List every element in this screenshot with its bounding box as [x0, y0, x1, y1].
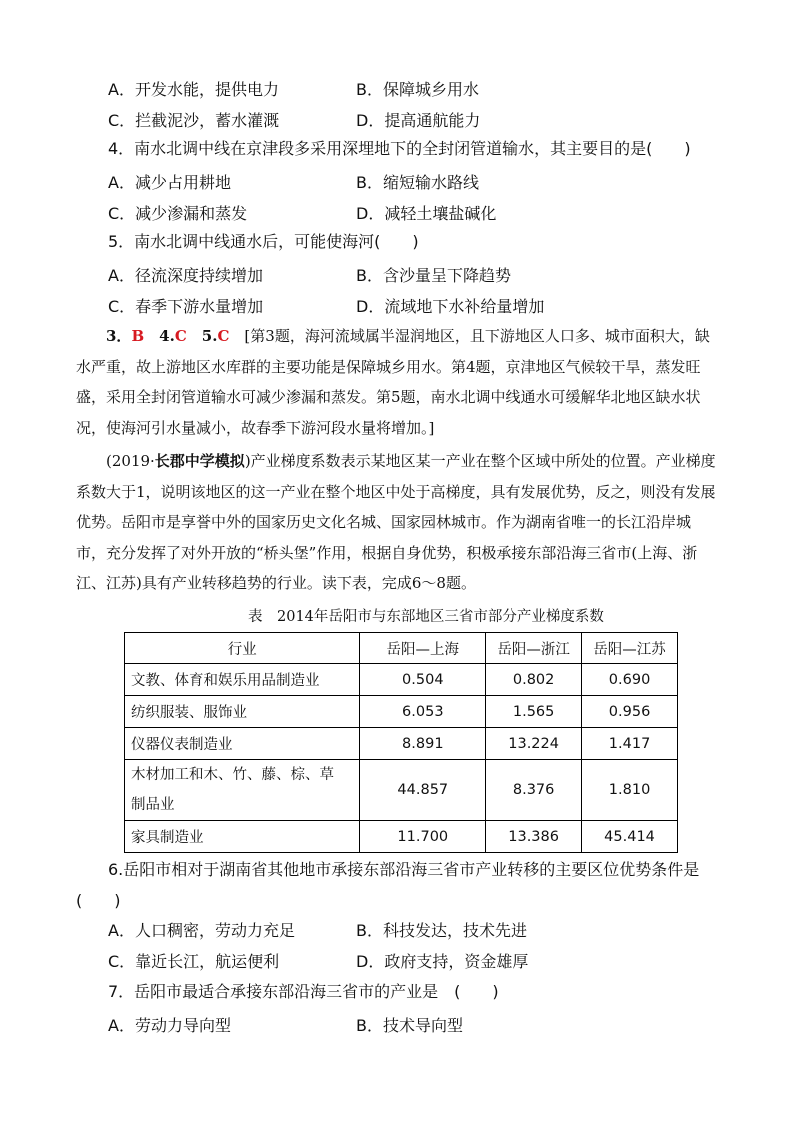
- q6-option-d: D．政府支持，资金雄厚: [356, 952, 529, 971]
- row-value-zhejiang: 1.565: [486, 696, 582, 728]
- row-value-jiangsu: 1.810: [582, 760, 678, 821]
- q5-option-row-1: [108, 263, 708, 285]
- row-value-shanghai: 6.053: [360, 696, 486, 728]
- row-value-jiangsu: 45.414: [582, 821, 678, 853]
- table-row: [125, 760, 678, 821]
- header-zhejiang: 岳阳—浙江: [486, 633, 582, 664]
- table-caption: 表 2014年岳阳市与东部地区三省市部分产业梯度系数: [248, 609, 604, 625]
- row-value-shanghai: 44.857: [360, 760, 486, 821]
- q3-answer-number: 3．: [106, 327, 132, 345]
- q3-answer: B: [131, 327, 145, 345]
- q3-option-d: D．提高通航能力: [356, 111, 481, 130]
- table-row: [125, 664, 678, 696]
- answer-explanation: [76, 321, 720, 443]
- q3-option-row-2: [108, 108, 708, 130]
- industry-gradient-table: [124, 632, 678, 853]
- row-industry-name: 家具制造业: [125, 821, 360, 853]
- q6-option-c: C．靠近长江，航运便利: [108, 952, 280, 971]
- q5-option-d: D．流域地下水补给量增加: [356, 297, 545, 316]
- q5-option-b: B．含沙量呈下降趋势: [356, 266, 511, 285]
- q4-option-row-1: [108, 170, 708, 192]
- q6-answer-paren: ( ): [76, 891, 121, 910]
- row-industry-name: 文教、体育和娱乐用品制造业: [125, 664, 360, 696]
- q5-answer: C: [217, 327, 230, 345]
- row-value-zhejiang: 8.376: [486, 760, 582, 821]
- q4-answer-number: 4.: [159, 327, 175, 345]
- row-value-shanghai: 11.700: [360, 821, 486, 853]
- q3-option-row-1: [108, 77, 708, 99]
- q6-stem: 6.岳阳市相对于湖南省其他地市承接东部沿海三省市产业转移的主要区位优势条件是: [108, 860, 700, 879]
- q4-option-row-2: [108, 201, 708, 223]
- table-row: [125, 728, 678, 760]
- q3-option-a: A．开发水能，提供电力: [108, 80, 279, 99]
- row-industry-name-line2: 制品业: [131, 797, 175, 813]
- q4-option-a: A．减少占用耕地: [108, 173, 231, 192]
- q7-option-a: A．劳动力导向型: [108, 1016, 231, 1035]
- row-value-shanghai: 0.504: [360, 664, 486, 696]
- q7-option-b: B．技术导向型: [356, 1016, 463, 1035]
- row-value-zhejiang: 0.802: [486, 664, 582, 696]
- header-shanghai: 岳阳—上海: [360, 633, 486, 664]
- row-value-jiangsu: 0.956: [582, 696, 678, 728]
- table-row: [125, 696, 678, 728]
- q5-option-a: A．径流深度持续增加: [108, 266, 263, 285]
- q4-option-d: D．减轻土壤盐碱化: [356, 204, 497, 223]
- table-row: [125, 821, 678, 853]
- passage-source-suffix: ): [244, 452, 251, 470]
- q5-answer-number: 5.: [201, 327, 218, 345]
- passage-source: 长郡中学模拟: [154, 452, 245, 470]
- row-value-jiangsu: 0.690: [582, 664, 678, 696]
- row-value-shanghai: 8.891: [360, 728, 486, 760]
- passage-source-prefix: (2019·: [106, 452, 155, 470]
- q6-option-row-2: [108, 949, 708, 971]
- passage-text: 产业梯度系数表示某地区某一产业在整个区域中所处的位置。产业梯度系数大于1，说明该地区的这一产业在整个地区中处于高梯度，具有发展优势，反之，则没有发展优势。岳阳市是享誉中外的国家历史文化名城、国家园林城市。作为湖南省唯一的长江沿岸城市，充分发挥了对外开放的“桥头堡”作用，根据自身优势，积极承接东部沿海三省市(上海、浙江、江苏)具有产业转移趋势的行业。读下表，完成6～8题。: [76, 452, 716, 592]
- q4-stem: 4．南水北调中线在京津段多采用深埋地下的全封闭管道输水，其主要目的是( ): [108, 139, 691, 158]
- row-industry-name-line1: 木材加工和木、竹、藤、棕、草: [131, 767, 334, 783]
- q7-stem: 7．岳阳市最适合承接东部沿海三省市的产业是 ( ): [108, 982, 499, 1001]
- q5-option-c: C．春季下游水量增加: [108, 297, 264, 316]
- table-header-row: [125, 633, 678, 664]
- passage: [76, 446, 720, 599]
- row-industry-name: 仪器仪表制造业: [125, 728, 360, 760]
- q3-option-b: B．保障城乡用水: [356, 80, 479, 99]
- row-industry-name: 纺织服装、服饰业: [125, 696, 360, 728]
- header-industry: 行业: [125, 633, 360, 664]
- header-jiangsu: 岳阳—江苏: [582, 633, 678, 664]
- q6-option-a: A．人口稠密，劳动力充足: [108, 921, 295, 940]
- q4-option-b: B．缩短输水路线: [356, 173, 479, 192]
- row-industry-name: [125, 760, 360, 821]
- q4-option-c: C．减少渗漏和蒸发: [108, 204, 248, 223]
- explanation-text: [第3题，海河流域属半湿润地区，且下游地区人口多、城市面积大，缺水严重，故上游地区水库群的主要功能是保障城乡用水。第4题，京津地区气候较干旱，蒸发旺盛，采用全封闭管道输水可减少渗漏和蒸发。第5题，南水北调中线通水可缓解华北地区缺水状况，使海河引水量减小，故春季下游河段水量将增加。]: [76, 327, 710, 437]
- row-value-zhejiang: 13.386: [486, 821, 582, 853]
- q3-option-c: C．拦截泥沙，蓄水灌溉: [108, 111, 280, 130]
- q5-option-row-2: [108, 294, 708, 316]
- row-value-jiangsu: 1.417: [582, 728, 678, 760]
- row-value-zhejiang: 13.224: [486, 728, 582, 760]
- q6-option-b: B．科技发达，技术先进: [356, 921, 527, 940]
- q5-stem: 5．南水北调中线通水后，可能使海河( ): [108, 232, 419, 251]
- q6-option-row-1: [108, 918, 708, 940]
- q7-option-row-1: [108, 1013, 708, 1035]
- q4-answer: C: [174, 327, 187, 345]
